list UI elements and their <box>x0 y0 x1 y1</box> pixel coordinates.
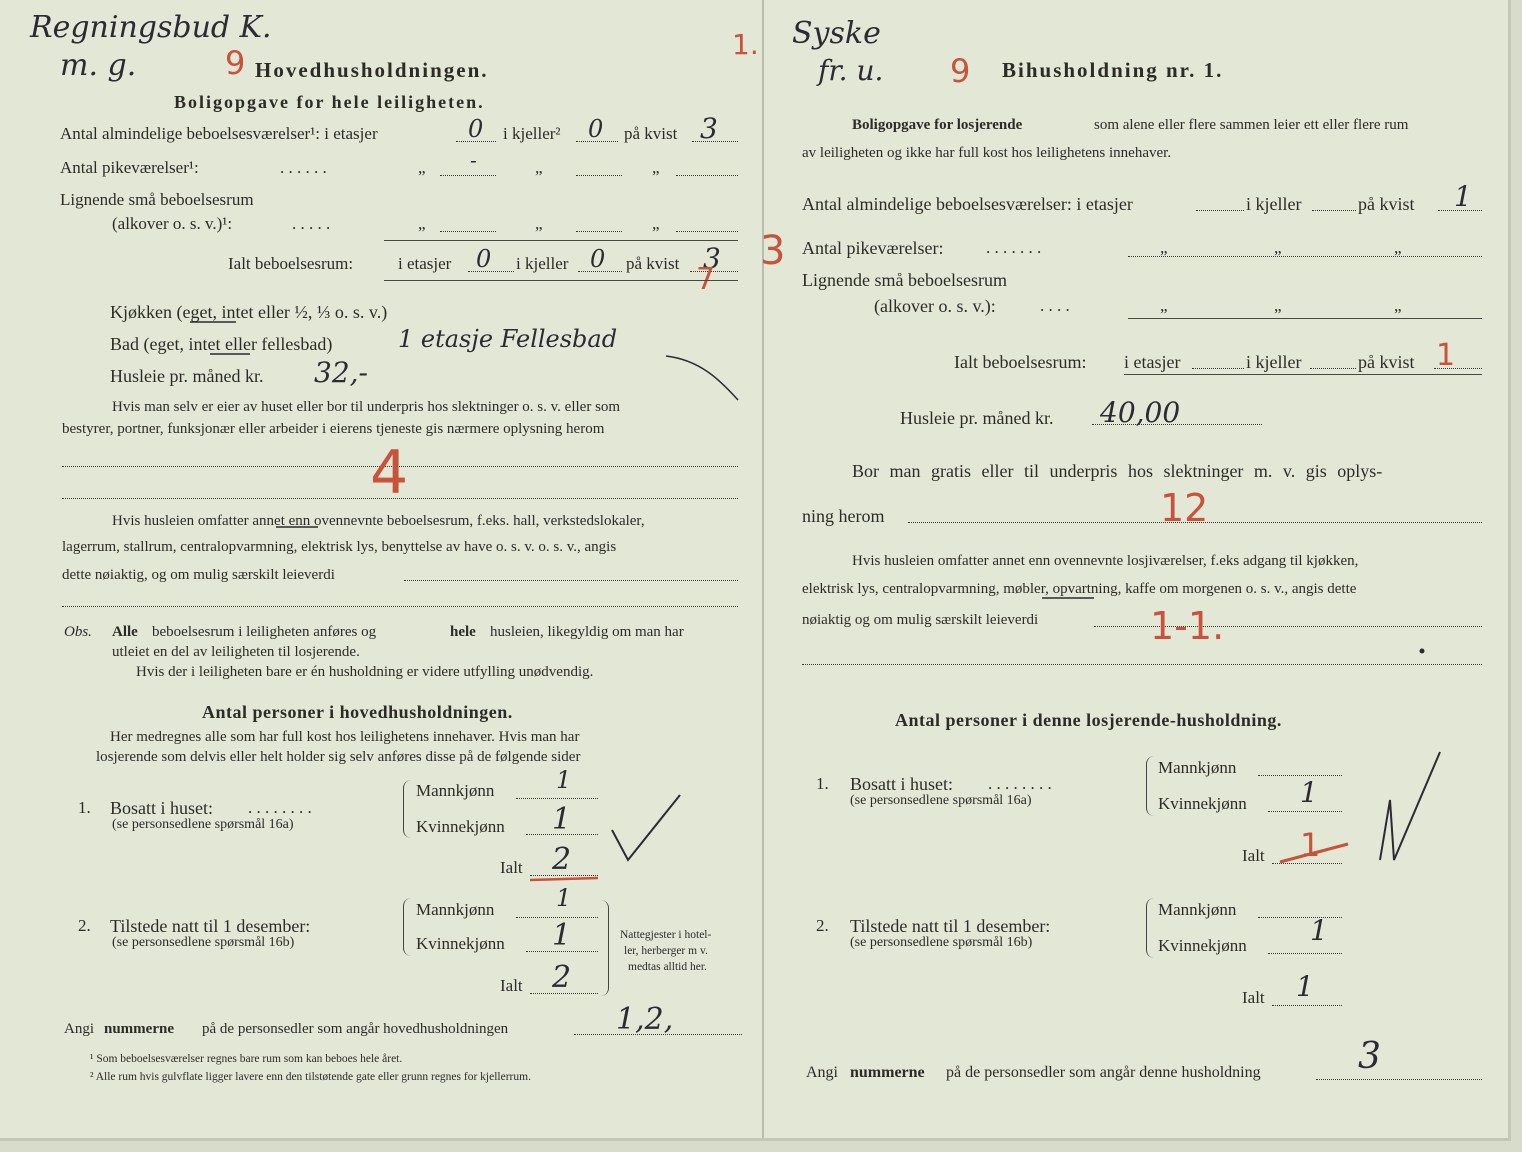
ialt-label: Ialt <box>500 976 523 995</box>
item-number: 2. <box>78 916 91 935</box>
hw-bad: 1 etasje Fellesbad <box>398 325 618 353</box>
hw-ialt-kvist: 3 <box>703 242 721 275</box>
kjokken-label: Kjøkken (eget, intet eller ½, ⅓ o. s. v.) <box>110 302 388 322</box>
ditto: „ <box>418 158 426 177</box>
handwritten-ref: m. g. <box>60 48 137 83</box>
item-number: 1. <box>816 774 829 793</box>
angi-label-bold: nummerne <box>104 1021 174 1037</box>
husleie-label: Husleie pr. måned kr. <box>900 408 1054 428</box>
bosatt-ref: (se personsedlene spørsmål 16a) <box>850 793 1032 808</box>
hw-red-margin-3: 3 <box>760 228 786 274</box>
hw-kvinne: 1 <box>552 918 572 953</box>
label-paa-kvist: på kvist <box>1358 352 1415 372</box>
ditto: „ <box>1160 296 1168 315</box>
row-alm-label: Antal almindelige beboelsesværelser¹: i etasjer <box>60 124 378 143</box>
tilstede-ref: (se personsedlene spørsmål 16b) <box>112 935 295 950</box>
handwritten-note: Regningsbud K. <box>30 10 272 45</box>
tilstede-ref: (se personsedlene spørsmål 16b) <box>850 935 1033 950</box>
hw-red-7: 7 <box>696 262 716 297</box>
footnote: ² Alle rum hvis gulvflate ligger lavere enn den tilstøtende gate eller grunn regnes for kjellerrum. <box>90 1071 531 1083</box>
row-alkover-label: (alkover o. s. v.): <box>874 296 996 316</box>
omfatter-text: lagerrum, stallrum, centralopvarmning, elektrisk lys, benyttelse av have o. s. v. o. s. v., angis <box>62 539 617 555</box>
ialt-label: Ialt <box>500 858 523 877</box>
nattegjester-note: Nattegjester i hotel- <box>620 929 712 941</box>
ditto: „ <box>652 158 660 177</box>
row-alm-label: Antal almindelige beboelsesværelser: i etasjer <box>802 194 1133 214</box>
hw-ref-name: Syske <box>792 16 881 51</box>
dots: . . . . . . . . <box>988 774 1052 793</box>
obs-text: Hvis der i leiligheten bare er én husholdning er videre utfylling unødvendig. <box>136 664 594 680</box>
omfatter-text: dette nøiaktig, og om mulig særskilt leieverdi <box>62 567 335 583</box>
personer-title: Antal personer i hovedhusholdningen. <box>202 702 513 722</box>
ditto: „ <box>652 214 660 233</box>
intro-text: av leiligheten og ikke har full kost hos leilighetens innehaver. <box>802 145 1172 161</box>
hw-red-4: 4 <box>370 438 409 508</box>
ditto: „ <box>1160 238 1168 257</box>
obs-text: utleiet en del av leiligheten til losjerende. <box>112 644 360 660</box>
omfatter-text: nøiaktig og om mulig særskilt leieverdi <box>802 612 1039 628</box>
label-i-etasjer: i etasjer <box>398 254 452 273</box>
footnote: ¹ Som beboelsesværelser regnes bare rum som kan beboes hele året. <box>90 1053 403 1065</box>
gratis-text: ning herom <box>802 506 885 526</box>
obs-text: husleien, likegyldig om man har <box>490 624 684 640</box>
row-lignende-label: Lignende små beboelsesrum <box>802 270 1007 290</box>
ditto: „ <box>418 214 426 233</box>
hw-ialt: 1 <box>1300 826 1321 864</box>
label-paa-kvist: på kvist <box>624 124 678 143</box>
hw-kvist: 1 <box>1454 180 1472 213</box>
hw-kjeller: 0 <box>588 115 604 143</box>
mann-label: Mannkjønn <box>416 900 495 919</box>
hw-ialt: 2 <box>552 842 572 877</box>
personer-title: Antal personer i denne losjerende-husholdning. <box>895 710 1282 730</box>
ink-dot <box>1420 649 1425 654</box>
angi-label: Angi <box>64 1021 94 1037</box>
hw-ialt: 2 <box>552 960 572 995</box>
hw-mann: 1 <box>556 884 572 912</box>
dots: . . . . . <box>292 214 331 233</box>
tilstede-label: Tilstede natt til 1 desember: <box>110 916 311 936</box>
ditto: „ <box>1394 296 1402 315</box>
ialt-label: Ialt <box>1242 988 1265 1007</box>
bosatt-label: Bosatt i huset: <box>850 774 953 794</box>
row-pike-label: Antal pikeværelser¹: <box>60 158 199 177</box>
angi-label-bold: nummerne <box>850 1064 925 1081</box>
ialt-rum-label: Ialt beboelsesrum: <box>228 254 354 273</box>
left-subtitle: Boligopgave for hele leiligheten. <box>174 92 485 112</box>
hw-kvinne: 1 <box>1300 776 1318 809</box>
ialt-label: Ialt <box>1242 846 1265 865</box>
omfatter-text: elektrisk lys, centralopvarmning, møbler, opvartning, kaffe om morgenen o. s. v., angis dette <box>802 581 1357 597</box>
dots: . . . . . . . . <box>248 798 312 817</box>
mann-label: Mannkjønn <box>1158 900 1237 919</box>
kvinne-label: Kvinnekjønn <box>416 817 505 836</box>
right-title: Bihusholdning nr. 1. <box>1002 58 1224 82</box>
ditto: „ <box>535 214 543 233</box>
hw-numre: 3 <box>1358 1036 1381 1077</box>
bad-label: Bad (eget, intet eller fellesbad) <box>110 334 333 354</box>
kvinne-label: Kvinnekjønn <box>1158 794 1247 813</box>
hw-red-ref: 9 <box>950 52 971 90</box>
ialt-rum-label: Ialt beboelsesrum: <box>954 352 1087 372</box>
dots: . . . . <box>1040 296 1070 315</box>
hw-kvist: 3 <box>700 112 718 145</box>
dots: . . . . . . . <box>986 238 1042 257</box>
red-underline <box>530 878 598 880</box>
angi-label: på de personsedler som angår denne husholdning <box>946 1064 1261 1081</box>
kvinne-label: Kvinnekjønn <box>416 934 505 953</box>
label-i-etasjer: i etasjer <box>1124 352 1181 372</box>
left-title: Hovedhusholdningen. <box>255 58 489 82</box>
eier-text: Hvis man selv er eier av huset eller bor til underpris hos slektninger o. s. v. eller som <box>112 399 621 415</box>
intro-text: som alene eller flere sammen leier ett eller flere rum <box>1094 117 1409 133</box>
intro-bold: Boligopgave for losjerende <box>852 117 1023 133</box>
hw-pike: - <box>470 148 477 172</box>
hw-mann: 1 <box>556 766 572 794</box>
ditto: „ <box>535 158 543 177</box>
omfatter-text: Hvis husleien omfatter annet enn ovennevnte losjiværelser, f.eks adgang til kjøkken, <box>852 553 1359 569</box>
hw-ialt-kvist: 1 <box>1436 338 1456 373</box>
hw-etasjer: 0 <box>468 115 484 143</box>
personer-text: Her medregnes alle som har full kost hos leilighetens innehaver. Hvis man har <box>110 729 580 745</box>
row-alkover-label: (alkover o. s. v.)¹: <box>112 214 233 233</box>
ditto: „ <box>1394 238 1402 257</box>
omfatter-text: Hvis husleien omfatter annet enn ovennevnte beboelsesrum, f.eks. hall, verkstedslokaler, <box>112 513 645 529</box>
gratis-text: Bor man gratis eller til underpris hos slektninger m. v. gis oplys- <box>852 461 1383 481</box>
dots: . . . . . . <box>280 158 327 177</box>
hw-husleie: 40,00 <box>1100 396 1181 429</box>
hw-ialt-kjeller: 0 <box>590 245 606 273</box>
item-number: 1. <box>78 798 91 817</box>
item-number: 2. <box>816 916 829 935</box>
angi-label: Angi <box>806 1064 838 1081</box>
angi-label: på de personsedler som angår hovedhusholdningen <box>202 1021 509 1037</box>
obs-label: Obs. <box>64 624 92 640</box>
mann-label: Mannkjønn <box>1158 758 1237 777</box>
obs-bold: Alle <box>112 624 138 640</box>
mann-label: Mannkjønn <box>416 781 495 800</box>
kvinne-label: Kvinnekjønn <box>1158 936 1247 955</box>
handwritten-ref-red: 9 <box>225 44 246 82</box>
bosatt-ref: (se personsedlene spørsmål 16a) <box>112 817 294 832</box>
bosatt-label: Bosatt i huset: <box>110 798 213 818</box>
obs-text: beboelsesrum i leiligheten anføres og <box>152 624 377 640</box>
personer-text: losjerende som delvis eller helt holder sig selv anføres disse på de følgende sider <box>96 749 581 765</box>
label-paa-kvist: på kvist <box>1358 194 1415 214</box>
hw-numre: 1,2, <box>616 1002 674 1037</box>
label-i-kjeller: i kjeller <box>516 254 569 273</box>
hw-husleie: 32,- <box>314 356 368 389</box>
hw-kvinne: 1 <box>552 802 572 837</box>
ditto: „ <box>1274 296 1282 315</box>
checkmark-icon <box>612 795 680 860</box>
checkmark-icon <box>1380 752 1440 860</box>
hw-ialt-etasjer: 0 <box>476 245 492 273</box>
label-i-kjeller: i kjeller² <box>503 124 561 143</box>
tilstede-label: Tilstede natt til 1 desember: <box>850 916 1051 936</box>
hw-kvinne: 1 <box>1310 914 1328 947</box>
label-i-kjeller: i kjeller <box>1246 352 1302 372</box>
hw-red-11: 1-1. <box>1150 604 1225 648</box>
hw-ref: fr. u. <box>818 54 884 87</box>
husleie-label: Husleie pr. måned kr. <box>110 366 264 386</box>
row-pike-label: Antal pikeværelser: <box>802 238 944 258</box>
nattegjester-note: ler, herberger m v. <box>624 945 708 957</box>
red-underline <box>1280 844 1348 862</box>
hw-ialt: 1 <box>1296 970 1314 1003</box>
row-lignende-label: Lignende små beboelsesrum <box>60 190 254 209</box>
nattegjester-note: medtas alltid her. <box>628 961 707 973</box>
label-i-kjeller: i kjeller <box>1246 194 1302 214</box>
ditto: „ <box>1274 238 1282 257</box>
pen-stroke <box>666 356 738 400</box>
hw-red-ref: 1. <box>732 28 759 61</box>
eier-text: bestyrer, portner, funksjonær eller arbeider i eierens tjeneste gis nærmere oplysning herom <box>62 421 605 437</box>
hw-red-12: 12 <box>1160 486 1209 530</box>
obs-bold: hele <box>450 624 476 640</box>
label-paa-kvist: på kvist <box>626 254 680 273</box>
